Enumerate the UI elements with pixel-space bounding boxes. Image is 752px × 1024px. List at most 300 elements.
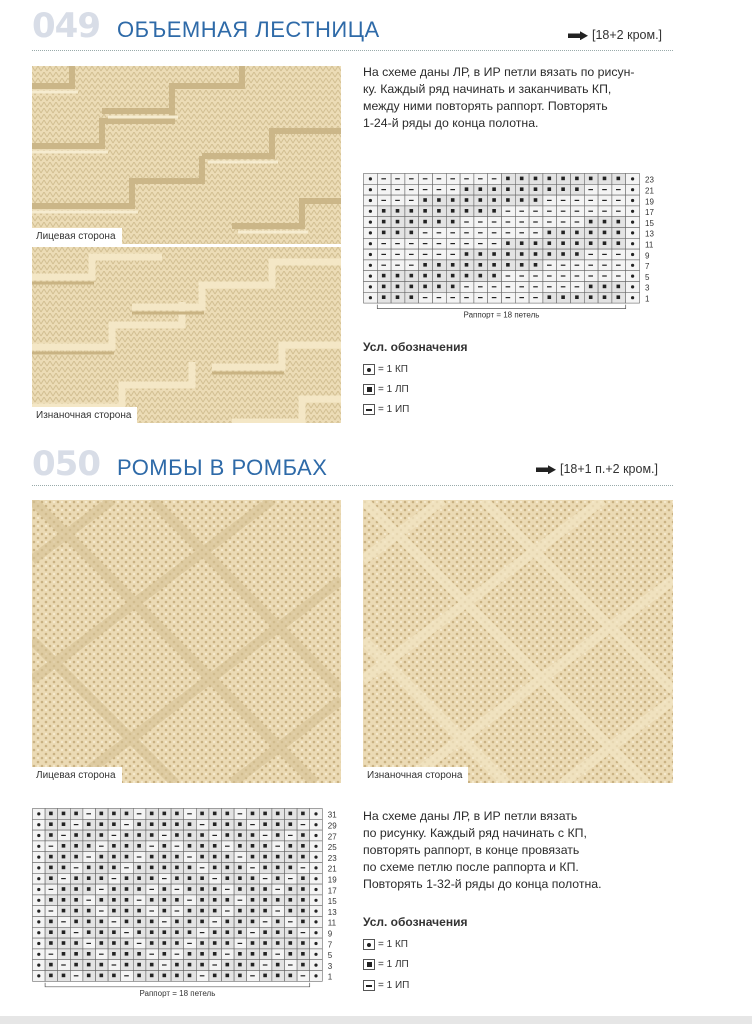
dash-symbol xyxy=(263,878,268,879)
knit-symbol xyxy=(631,231,634,234)
dash-symbol xyxy=(263,921,268,922)
purl-symbol xyxy=(226,812,230,816)
purl-symbol xyxy=(589,231,593,235)
purl-symbol xyxy=(188,952,192,956)
purl-symbol xyxy=(112,898,116,902)
knit-symbol xyxy=(314,964,317,967)
knit-symbol xyxy=(369,296,372,299)
purl-symbol xyxy=(451,220,455,224)
purl-symbol xyxy=(548,252,552,256)
purl-symbol xyxy=(589,220,593,224)
knit-symbol xyxy=(314,877,317,880)
purl-symbol xyxy=(506,198,510,202)
purl-symbol xyxy=(396,209,400,213)
dash-symbol xyxy=(450,254,455,255)
knit-symbol xyxy=(37,899,40,902)
purl-symbol xyxy=(251,963,255,967)
dash-symbol xyxy=(162,878,167,879)
knit-symbol xyxy=(369,221,372,224)
dash-symbol xyxy=(588,189,593,190)
purl-symbol xyxy=(479,209,483,213)
stitch-chart xyxy=(363,173,668,321)
purl-symbol xyxy=(226,941,230,945)
row-number: 7 xyxy=(327,940,333,950)
purl-symbol xyxy=(276,920,280,924)
purl-symbol xyxy=(603,241,607,245)
purl-symbol xyxy=(492,274,496,278)
purl-symbol xyxy=(251,952,255,956)
purl-symbol xyxy=(125,812,129,816)
purl-symbol xyxy=(112,866,116,870)
purl-symbol xyxy=(125,844,129,848)
purl-symbol xyxy=(396,285,400,289)
dash-symbol xyxy=(547,211,552,212)
knit-symbol xyxy=(631,199,634,202)
purl-symbol xyxy=(112,974,116,978)
page-footer-bar xyxy=(0,1016,752,1024)
front-side-photo xyxy=(32,66,341,244)
dash-symbol xyxy=(381,200,386,201)
purl-symbol xyxy=(200,855,204,859)
dash-symbol xyxy=(175,889,180,890)
purl-symbol xyxy=(87,952,91,956)
dash-symbol xyxy=(437,297,442,298)
dash-symbol xyxy=(506,275,511,276)
dash-symbol xyxy=(492,286,497,287)
dash-symbol xyxy=(492,221,497,222)
purl-symbol xyxy=(382,274,386,278)
purl-symbol xyxy=(465,198,469,202)
purl-symbol xyxy=(238,844,242,848)
dash-symbol xyxy=(212,964,217,965)
dash-symbol xyxy=(602,189,607,190)
row-number: 13 xyxy=(327,907,337,917)
dash-symbol xyxy=(225,910,230,911)
purl-symbol xyxy=(534,187,538,191)
dash-symbol xyxy=(409,254,414,255)
purl-symbol xyxy=(226,963,230,967)
arrow-right-icon xyxy=(536,465,556,474)
knit-symbol xyxy=(37,834,40,837)
knit-symbol xyxy=(314,910,317,913)
purl-symbol xyxy=(301,952,305,956)
dash-symbol xyxy=(519,275,524,276)
knit-stitch-icon xyxy=(363,364,375,375)
purl-symbol xyxy=(74,876,78,880)
purl-symbol xyxy=(289,941,293,945)
dash-symbol xyxy=(175,910,180,911)
knit-symbol xyxy=(369,264,372,267)
dash-symbol xyxy=(61,835,66,836)
purl-symbol xyxy=(423,198,427,202)
purl-symbol xyxy=(479,198,483,202)
knit-symbol xyxy=(314,888,317,891)
purl-symbol xyxy=(276,855,280,859)
purl-symbol xyxy=(175,812,179,816)
purl-symbol xyxy=(506,263,510,267)
knit-symbol xyxy=(37,953,40,956)
purl-symbol xyxy=(289,952,293,956)
purl-symbol xyxy=(465,252,469,256)
purl-symbol xyxy=(175,974,179,978)
purl-symbol xyxy=(100,855,104,859)
dash-symbol xyxy=(437,178,442,179)
dash-symbol xyxy=(61,878,66,879)
row-number: 31 xyxy=(327,810,337,820)
purl-symbol xyxy=(112,909,116,913)
row-number: 21 xyxy=(645,186,654,196)
dash-symbol xyxy=(212,878,217,879)
purl-symbol xyxy=(437,209,441,213)
purl-symbol xyxy=(410,274,414,278)
pattern-title: РОМБЫ В РОМБАХ xyxy=(117,455,328,480)
knit-symbol xyxy=(369,242,372,245)
knit-symbol xyxy=(369,210,372,213)
purl-symbol xyxy=(62,887,66,891)
knit-symbol xyxy=(37,974,40,977)
row-number: 19 xyxy=(327,875,337,885)
purl-symbol xyxy=(74,855,78,859)
row-number: 13 xyxy=(645,229,654,239)
dash-symbol xyxy=(275,954,280,955)
dash-symbol xyxy=(395,265,400,266)
dash-symbol xyxy=(149,910,154,911)
dash-symbol xyxy=(561,265,566,266)
purl-symbol xyxy=(188,963,192,967)
purl-symbol xyxy=(251,909,255,913)
knit-symbol xyxy=(631,210,634,213)
knit-symbol xyxy=(369,285,372,288)
purl-symbol xyxy=(200,833,204,837)
purl-symbol xyxy=(226,833,230,837)
purl-symbol xyxy=(617,285,621,289)
dash-symbol xyxy=(561,275,566,276)
dash-symbol xyxy=(288,835,293,836)
purl-symbol xyxy=(263,855,267,859)
dash-symbol xyxy=(74,975,79,976)
purl-symbol xyxy=(163,844,167,848)
row-number: 17 xyxy=(327,886,337,896)
legend-item: = 1 ИП xyxy=(363,980,409,991)
knit-symbol xyxy=(631,253,634,256)
purl-symbol xyxy=(276,941,280,945)
purl-symbol xyxy=(200,887,204,891)
purl-symbol xyxy=(575,187,579,191)
purl-symbol xyxy=(112,930,116,934)
purl-symbol xyxy=(465,209,469,213)
purl-symbol xyxy=(150,974,154,978)
purl-symbol xyxy=(87,876,91,880)
purl-symbol xyxy=(301,833,305,837)
purl-symbol xyxy=(263,941,267,945)
back-purl-stitch-icon xyxy=(363,980,375,991)
purl-symbol xyxy=(492,209,496,213)
dash-symbol xyxy=(450,243,455,244)
purl-symbol xyxy=(125,833,129,837)
purl-symbol xyxy=(112,887,116,891)
purl-symbol xyxy=(137,866,141,870)
purl-symbol xyxy=(62,855,66,859)
purl-symbol xyxy=(301,898,305,902)
pattern-title: ОБЪЕМНАЯ ЛЕСТНИЦА xyxy=(117,17,380,42)
purl-symbol xyxy=(534,252,538,256)
knit-symbol xyxy=(631,177,634,180)
purl-symbol xyxy=(100,833,104,837)
dash-symbol xyxy=(437,254,442,255)
purl-symbol xyxy=(520,177,524,181)
purl-symbol xyxy=(276,876,280,880)
purl-symbol xyxy=(410,220,414,224)
dash-symbol xyxy=(423,232,428,233)
dash-symbol xyxy=(423,243,428,244)
dash-symbol xyxy=(616,265,621,266)
dash-symbol xyxy=(149,846,154,847)
purl-symbol xyxy=(137,974,141,978)
dash-symbol xyxy=(575,221,580,222)
purl-symbol xyxy=(137,952,141,956)
dash-symbol xyxy=(74,932,79,933)
purl-symbol xyxy=(163,822,167,826)
purl-symbol xyxy=(251,812,255,816)
row-number: 5 xyxy=(327,951,333,961)
dash-symbol xyxy=(381,178,386,179)
purl-symbol xyxy=(100,930,104,934)
purl-symbol xyxy=(175,941,179,945)
dash-symbol xyxy=(200,932,205,933)
purl-symbol xyxy=(188,844,192,848)
purl-symbol xyxy=(87,974,91,978)
dash-symbol xyxy=(301,932,306,933)
purl-symbol xyxy=(465,274,469,278)
purl-symbol xyxy=(213,844,217,848)
purl-symbol xyxy=(137,963,141,967)
purl-symbol xyxy=(62,866,66,870)
purl-symbol xyxy=(534,177,538,181)
knit-symbol xyxy=(631,264,634,267)
dash-symbol xyxy=(450,232,455,233)
legend-title: Усл. обозначения xyxy=(363,915,468,929)
dash-symbol xyxy=(464,243,469,244)
dash-symbol xyxy=(478,297,483,298)
knit-symbol xyxy=(314,812,317,815)
row-number: 1 xyxy=(327,972,333,982)
dash-symbol xyxy=(423,178,428,179)
dash-symbol xyxy=(450,189,455,190)
purl-symbol xyxy=(200,909,204,913)
purl-symbol xyxy=(125,887,129,891)
purl-symbol xyxy=(263,974,267,978)
dash-symbol xyxy=(99,910,104,911)
purl-symbol xyxy=(163,887,167,891)
knit-symbol xyxy=(37,823,40,826)
purl-symbol xyxy=(289,909,293,913)
dash-symbol xyxy=(187,856,192,857)
knit-symbol xyxy=(314,974,317,977)
dash-symbol xyxy=(423,254,428,255)
dash-symbol xyxy=(519,221,524,222)
knit-symbol xyxy=(37,866,40,869)
purl-symbol xyxy=(137,887,141,891)
dash-symbol xyxy=(602,200,607,201)
knit-symbol xyxy=(369,199,372,202)
purl-symbol xyxy=(163,974,167,978)
section-divider xyxy=(32,50,673,51)
row-number: 1 xyxy=(645,294,650,304)
dash-symbol xyxy=(533,286,538,287)
purl-symbol xyxy=(617,220,621,224)
knit-symbol xyxy=(37,812,40,815)
purl-symbol xyxy=(188,930,192,934)
purl-symbol xyxy=(451,285,455,289)
pattern-number: 050 xyxy=(32,444,100,484)
purl-symbol xyxy=(175,920,179,924)
purl-symbol xyxy=(617,295,621,299)
row-number: 19 xyxy=(645,197,654,207)
dash-symbol xyxy=(250,824,255,825)
dash-symbol xyxy=(137,900,142,901)
purl-symbol xyxy=(213,866,217,870)
dash-symbol xyxy=(275,910,280,911)
dash-symbol xyxy=(519,211,524,212)
dash-symbol xyxy=(99,846,104,847)
dash-symbol xyxy=(506,232,511,233)
purl-symbol xyxy=(100,941,104,945)
purl-symbol xyxy=(589,285,593,289)
dash-symbol xyxy=(288,964,293,965)
dash-symbol xyxy=(395,200,400,201)
purl-symbol xyxy=(74,898,78,902)
purl-symbol xyxy=(251,898,255,902)
purl-symbol xyxy=(561,231,565,235)
purl-symbol xyxy=(617,177,621,181)
knit-symbol xyxy=(314,953,317,956)
purl-symbol xyxy=(520,263,524,267)
purl-symbol xyxy=(423,209,427,213)
purl-symbol xyxy=(289,887,293,891)
purl-symbol xyxy=(125,952,129,956)
purl-symbol xyxy=(492,187,496,191)
purl-symbol xyxy=(150,812,154,816)
purl-symbol xyxy=(301,909,305,913)
knit-symbol xyxy=(631,296,634,299)
purl-symbol xyxy=(200,898,204,902)
purl-symbol xyxy=(238,876,242,880)
dash-symbol xyxy=(464,221,469,222)
purl-symbol xyxy=(276,833,280,837)
purl-symbol xyxy=(410,209,414,213)
dash-symbol xyxy=(395,243,400,244)
purl-symbol xyxy=(112,941,116,945)
purl-symbol xyxy=(263,812,267,816)
purl-symbol xyxy=(137,876,141,880)
knit-symbol xyxy=(631,275,634,278)
dash-symbol xyxy=(162,835,167,836)
dash-symbol xyxy=(162,921,167,922)
dash-symbol xyxy=(437,189,442,190)
legend-item: = 1 КП xyxy=(363,939,408,950)
purl-symbol xyxy=(175,963,179,967)
photo-caption: Лицевая сторона xyxy=(32,767,122,783)
dash-symbol xyxy=(49,889,54,890)
purl-symbol xyxy=(382,295,386,299)
row-number: 21 xyxy=(327,864,337,874)
dash-symbol xyxy=(275,889,280,890)
purl-symbol xyxy=(575,231,579,235)
dash-symbol xyxy=(112,921,117,922)
purl-symbol xyxy=(49,898,53,902)
knit-symbol xyxy=(37,910,40,913)
purl-symbol xyxy=(62,930,66,934)
purl-symbol xyxy=(125,920,129,924)
purl-symbol xyxy=(200,812,204,816)
purl-symbol xyxy=(226,822,230,826)
dash-symbol xyxy=(602,211,607,212)
purl-symbol xyxy=(200,941,204,945)
purl-symbol xyxy=(62,812,66,816)
purl-symbol xyxy=(276,963,280,967)
purl-symbol xyxy=(561,241,565,245)
dash-symbol xyxy=(533,275,538,276)
purl-symbol xyxy=(49,920,53,924)
dash-symbol xyxy=(478,243,483,244)
purl-symbol xyxy=(423,263,427,267)
knit-stitch-icon xyxy=(363,939,375,950)
dash-symbol xyxy=(238,900,243,901)
purl-symbol xyxy=(74,952,78,956)
dash-symbol xyxy=(381,254,386,255)
purl-symbol xyxy=(589,177,593,181)
dash-symbol xyxy=(575,286,580,287)
purl-symbol xyxy=(479,187,483,191)
purl-symbol xyxy=(62,844,66,848)
purl-symbol xyxy=(213,887,217,891)
dash-symbol xyxy=(561,200,566,201)
dash-symbol xyxy=(575,265,580,266)
knit-symbol xyxy=(37,888,40,891)
dash-symbol xyxy=(61,921,66,922)
purl-symbol xyxy=(226,920,230,924)
front-side-photo xyxy=(32,500,341,783)
purl-symbol xyxy=(301,920,305,924)
purl-symbol xyxy=(506,187,510,191)
dash-symbol xyxy=(547,286,552,287)
purl-symbol xyxy=(226,876,230,880)
knit-symbol xyxy=(37,964,40,967)
dash-symbol xyxy=(162,964,167,965)
purl-symbol xyxy=(137,909,141,913)
purl-symbol xyxy=(74,909,78,913)
purl-symbol xyxy=(289,844,293,848)
purl-symbol xyxy=(175,855,179,859)
dash-symbol xyxy=(519,286,524,287)
dash-symbol xyxy=(437,243,442,244)
dash-symbol xyxy=(212,921,217,922)
purl-symbol xyxy=(238,974,242,978)
purl-symbol xyxy=(87,844,91,848)
legend-item: = 1 ЛП xyxy=(363,959,409,970)
purl-symbol xyxy=(87,920,91,924)
purl-symbol xyxy=(548,231,552,235)
purl-symbol xyxy=(100,974,104,978)
repeat-bracket xyxy=(377,305,625,309)
purl-symbol xyxy=(451,209,455,213)
purl-symbol xyxy=(251,876,255,880)
purl-symbol xyxy=(289,866,293,870)
dash-symbol xyxy=(175,954,180,955)
purl-symbol xyxy=(548,187,552,191)
purl-symbol xyxy=(226,855,230,859)
purl-symbol xyxy=(301,887,305,891)
